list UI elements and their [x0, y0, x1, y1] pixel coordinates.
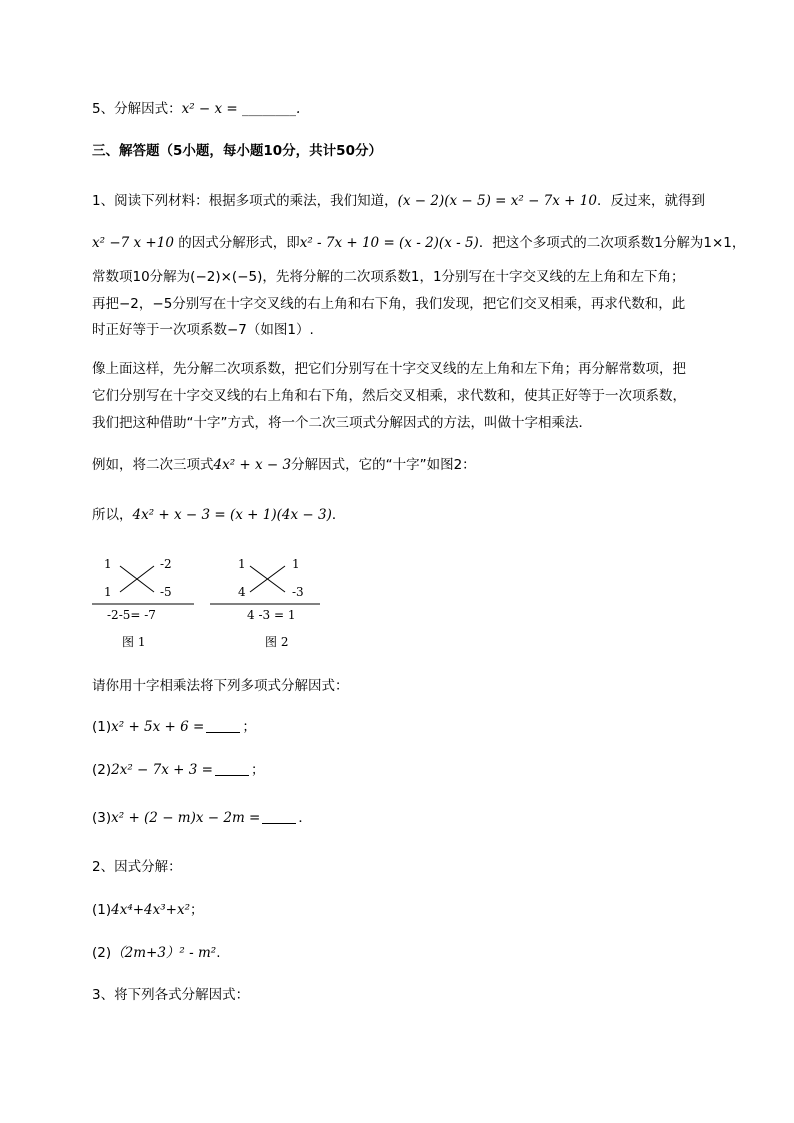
- question-2-item-1: [92, 900, 204, 920]
- item-number: (3): [92, 810, 112, 826]
- answer-blank[interactable]: [215, 761, 249, 776]
- formula: 2x² − 7x + 3 =: [111, 762, 213, 778]
- paragraph-2-line-1: 像上面这样，先分解二次项系数，把它们分别写在十字交叉线的左上角和左下角；再分解常数项，把: [92, 361, 686, 377]
- text: ．把这个多项式的二次项系数1分解为1×1，: [478, 235, 746, 251]
- sub-question-3: [92, 808, 312, 828]
- figure-2-bottom-right: -3: [292, 585, 304, 599]
- figure-2-bottom-left: 4: [238, 585, 246, 599]
- figure-1-sum: -2-5= -7: [107, 608, 156, 622]
- formula: x² −7 x +10: [92, 235, 174, 251]
- figure-2-cross-diagram: [210, 552, 330, 642]
- paragraph-1-line-3: 常数项10分解为(−2)×(−5)，先将分解的二次项系数1，1分别写在十字交叉线的左上角和左下角；: [92, 269, 685, 285]
- question-5-expression: x² − x = ________.: [181, 101, 301, 117]
- item-number: (2): [92, 762, 112, 778]
- text: 分解因式，它的“十字”如图2：: [291, 457, 476, 473]
- question-5-prefix: 5、分解因式：: [92, 101, 182, 117]
- figure-2-caption: 图 2: [265, 635, 289, 649]
- text: ；: [250, 762, 265, 778]
- figure-1-top-right: -2: [160, 557, 172, 571]
- paragraph-3: [92, 455, 476, 475]
- paragraph-4: [92, 505, 345, 525]
- figure-1-bottom-right: -5: [160, 585, 172, 599]
- paragraph-5: 请你用十字相乘法将下列多项式分解因式：: [92, 678, 349, 694]
- text: ；: [242, 719, 256, 735]
- paragraph-1-line-1: [92, 191, 705, 211]
- figure-2-top-left: 1: [238, 557, 246, 571]
- formula: 4x² + x − 3 = (x + 1)(4x − 3): [132, 507, 332, 523]
- section-title: 三、解答题（5小题，每小题10分，共计50分）: [92, 143, 382, 159]
- paragraph-2-line-2: 它们分别写在十字交叉线的右上角和右下角，然后交叉相乘，求代数和，使其正好等于一次项系数，: [92, 388, 686, 404]
- question-3-title: 3、将下列各式分解因式：: [92, 987, 250, 1003]
- formula: (x − 2)(x − 5) = x² − 7x + 10: [397, 193, 597, 209]
- item-number: (2): [92, 945, 112, 961]
- text: ．: [298, 810, 312, 826]
- answer-blank[interactable]: [206, 718, 240, 733]
- figure-1-caption: 图 1: [122, 635, 146, 649]
- item-number: (1): [92, 719, 112, 735]
- text: ．: [331, 507, 346, 523]
- text: .: [216, 945, 221, 961]
- formula: 4x² + x − 3: [213, 457, 292, 473]
- paragraph-1-line-4: 再把−2，−5分别写在十字交叉线的右上角和右下角，我们发现，把它们交叉相乘，再求代数和，此: [92, 296, 686, 312]
- paragraph-1-line-5: 时正好等于一次项系数−7（如图1）.: [92, 322, 314, 338]
- question-5: [92, 99, 300, 119]
- text: ．反过来，就得到: [596, 193, 705, 209]
- answer-blank[interactable]: [262, 809, 296, 824]
- paragraph-1-line-2: [92, 233, 745, 253]
- question-2-title: 2、因式分解：: [92, 859, 182, 875]
- formula: x² + 5x + 6 =: [111, 719, 205, 735]
- figure-1-bottom-left: 1: [104, 585, 112, 599]
- formula: x² - 7x + 10 = (x - 2)(x - 5): [299, 235, 479, 251]
- formula: （2m+3）² - m²: [111, 945, 217, 961]
- formula: 4x⁴+4x³+x²: [111, 902, 191, 918]
- text: ；: [190, 902, 204, 918]
- figure-1-top-left: 1: [104, 557, 112, 571]
- sub-question-1: [92, 717, 256, 737]
- question-2-item-2: [92, 943, 220, 963]
- text: 所以，: [92, 507, 133, 523]
- figure-2-top-right: 1: [292, 557, 300, 571]
- formula: x² + (2 − m)x − 2m =: [111, 810, 261, 826]
- figure-2-sum: 4 -3 = 1: [247, 608, 296, 622]
- sub-question-2: [92, 760, 264, 780]
- text: 1、阅读下列材料：根据多项式的乘法，我们知道，: [92, 193, 398, 209]
- text: 例如，将二次三项式: [92, 457, 214, 473]
- paragraph-2-line-3: 我们把这种借助“十字”方式，将一个二次三项式分解因式的方法，叫做十字相乘法．: [92, 415, 592, 431]
- item-number: (1): [92, 902, 112, 918]
- text: 的因式分解形式，即: [173, 235, 300, 251]
